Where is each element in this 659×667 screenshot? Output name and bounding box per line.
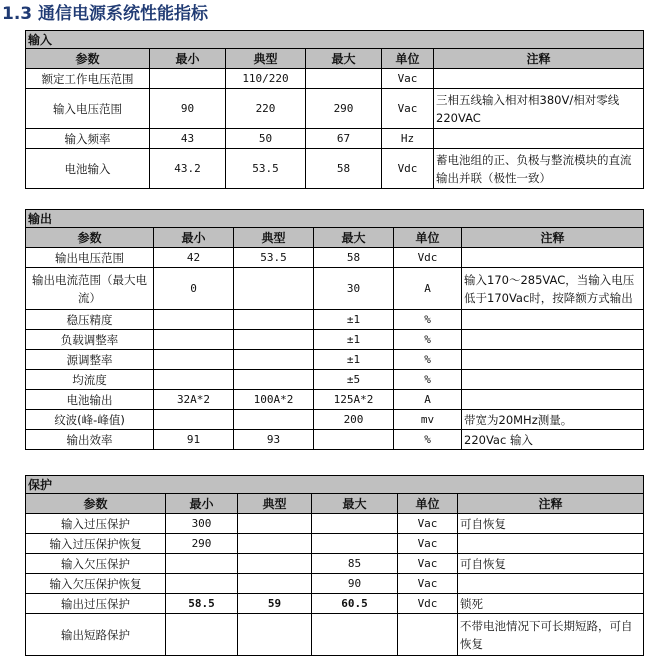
- unit-cell: mv: [394, 410, 462, 430]
- header-min: 最小: [150, 49, 226, 69]
- unit-cell: Vac: [382, 69, 434, 89]
- section-title-input: 输入: [26, 31, 644, 49]
- typ-cell: [238, 514, 312, 534]
- unit-cell: %: [394, 330, 462, 350]
- unit-cell: Vdc: [382, 149, 434, 189]
- note-cell: 蓄电池组的正、负极与整流模块的直流输出并联（极性一致）: [434, 149, 644, 189]
- typ-cell: [234, 370, 314, 390]
- max-cell: [312, 614, 398, 656]
- input-spec-table: [25, 30, 644, 189]
- header-max: 最大: [314, 228, 394, 248]
- table-row: [26, 330, 644, 350]
- header-typ: 典型: [234, 228, 314, 248]
- note-cell: [462, 370, 644, 390]
- table-row: [26, 594, 644, 614]
- max-cell: 30: [314, 268, 394, 310]
- header-typ: 典型: [226, 49, 306, 69]
- max-cell: ±1: [314, 310, 394, 330]
- note-cell: [434, 69, 644, 89]
- min-cell: 43: [150, 129, 226, 149]
- header-unit: 单位: [394, 228, 462, 248]
- header-param: 参数: [26, 49, 150, 69]
- table-row: [26, 430, 644, 450]
- section-title-protection: 保护: [26, 476, 644, 494]
- table-row: [26, 514, 644, 534]
- header-unit: 单位: [398, 494, 458, 514]
- table-header-row: [26, 228, 644, 248]
- table-row: [26, 410, 644, 430]
- note-cell: 锁死: [458, 594, 644, 614]
- min-cell: 91: [154, 430, 234, 450]
- header-typ: 典型: [238, 494, 312, 514]
- param-cell: 稳压精度: [26, 310, 154, 330]
- max-cell: 125A*2: [314, 390, 394, 410]
- unit-cell: A: [394, 390, 462, 410]
- table-row: [26, 129, 644, 149]
- typ-cell: [234, 310, 314, 330]
- table-row: [26, 574, 644, 594]
- max-cell: 290: [306, 89, 382, 129]
- min-cell: [154, 350, 234, 370]
- typ-cell: 93: [234, 430, 314, 450]
- param-cell: 输出电流范围（最大电流）: [26, 268, 154, 310]
- table-header-row: [26, 49, 644, 69]
- param-cell: 输入过压保护恢复: [26, 534, 166, 554]
- param-cell: 输出电压范围: [26, 248, 154, 268]
- typ-cell: [238, 554, 312, 574]
- header-max: 最大: [312, 494, 398, 514]
- typ-cell: [238, 574, 312, 594]
- min-cell: 42: [154, 248, 234, 268]
- unit-cell: %: [394, 350, 462, 370]
- note-cell: 输入170～285VAC，当输入电压低于170Vac时，按降额方式输出: [462, 268, 644, 310]
- header-param: 参数: [26, 228, 154, 248]
- min-cell: 32A*2: [154, 390, 234, 410]
- header-max: 最大: [306, 49, 382, 69]
- header-note: 注释: [462, 228, 644, 248]
- unit-cell: %: [394, 430, 462, 450]
- min-cell: [154, 330, 234, 350]
- max-cell: ±1: [314, 350, 394, 370]
- param-cell: 输入欠压保护恢复: [26, 574, 166, 594]
- unit-cell: Vac: [382, 89, 434, 129]
- note-cell: 可自恢复: [458, 514, 644, 534]
- output-spec-table: [25, 209, 644, 450]
- param-cell: 输出效率: [26, 430, 154, 450]
- section-title-output: 输出: [26, 210, 644, 228]
- unit-cell: Vac: [398, 514, 458, 534]
- unit-cell: Hz: [382, 129, 434, 149]
- note-cell: [462, 248, 644, 268]
- note-cell: [462, 310, 644, 330]
- max-cell: [312, 534, 398, 554]
- note-cell: [462, 330, 644, 350]
- table-row: [26, 149, 644, 189]
- header-note: 注释: [434, 49, 644, 69]
- header-min: 最小: [154, 228, 234, 248]
- unit-cell: Vac: [398, 574, 458, 594]
- table-row: [26, 268, 644, 310]
- unit-cell: Vac: [398, 534, 458, 554]
- unit-cell: %: [394, 370, 462, 390]
- min-cell: [154, 410, 234, 430]
- unit-cell: A: [394, 268, 462, 310]
- table-row: [26, 350, 644, 370]
- max-cell: [306, 69, 382, 89]
- param-cell: 电池输出: [26, 390, 154, 410]
- param-cell: 源调整率: [26, 350, 154, 370]
- max-cell: 58: [306, 149, 382, 189]
- note-cell: 可自恢复: [458, 554, 644, 574]
- typ-cell: [234, 350, 314, 370]
- table-row: [26, 534, 644, 554]
- param-cell: 输出短路保护: [26, 614, 166, 656]
- min-cell: [154, 370, 234, 390]
- max-cell: [314, 430, 394, 450]
- param-cell: 输入频率: [26, 129, 150, 149]
- min-cell: 0: [154, 268, 234, 310]
- param-cell: 负载调整率: [26, 330, 154, 350]
- typ-cell: [234, 330, 314, 350]
- table-row: [26, 614, 644, 656]
- unit-cell: [398, 614, 458, 656]
- typ-cell: [234, 410, 314, 430]
- table-row: [26, 554, 644, 574]
- min-cell: 290: [166, 534, 238, 554]
- min-cell: [166, 554, 238, 574]
- table-row: [26, 390, 644, 410]
- header-param: 参数: [26, 494, 166, 514]
- header-min: 最小: [166, 494, 238, 514]
- typ-cell: 53.5: [234, 248, 314, 268]
- max-cell: 90: [312, 574, 398, 594]
- max-cell: 85: [312, 554, 398, 574]
- note-cell: [458, 534, 644, 554]
- param-cell: 纹波(峰-峰值): [26, 410, 154, 430]
- typ-cell: [238, 614, 312, 656]
- param-cell: 输入过压保护: [26, 514, 166, 534]
- typ-cell: 50: [226, 129, 306, 149]
- page-title: 1.3 通信电源系统性能指标: [2, 4, 209, 24]
- header-note: 注释: [458, 494, 644, 514]
- min-cell: 300: [166, 514, 238, 534]
- table-row: [26, 248, 644, 268]
- max-cell: 58: [314, 248, 394, 268]
- note-cell: [458, 574, 644, 594]
- typ-cell: 220: [226, 89, 306, 129]
- typ-cell: [238, 534, 312, 554]
- typ-cell: 59: [238, 594, 312, 614]
- header-unit: 单位: [382, 49, 434, 69]
- note-cell: 220Vac 输入: [462, 430, 644, 450]
- min-cell: 90: [150, 89, 226, 129]
- max-cell: 60.5: [312, 594, 398, 614]
- note-cell: [462, 350, 644, 370]
- max-cell: ±1: [314, 330, 394, 350]
- table-row: [26, 69, 644, 89]
- table-row: [26, 370, 644, 390]
- param-cell: 输入电压范围: [26, 89, 150, 129]
- max-cell: [312, 514, 398, 534]
- typ-cell: [234, 268, 314, 310]
- param-cell: 电池输入: [26, 149, 150, 189]
- param-cell: 输出过压保护: [26, 594, 166, 614]
- unit-cell: Vac: [398, 554, 458, 574]
- min-cell: [150, 69, 226, 89]
- min-cell: 58.5: [166, 594, 238, 614]
- note-cell: 带宽为20MHz测量。: [462, 410, 644, 430]
- typ-cell: 110/220: [226, 69, 306, 89]
- min-cell: [166, 574, 238, 594]
- table-row: [26, 89, 644, 129]
- unit-cell: Vdc: [394, 248, 462, 268]
- unit-cell: Vdc: [398, 594, 458, 614]
- max-cell: 67: [306, 129, 382, 149]
- param-cell: 输入欠压保护: [26, 554, 166, 574]
- table-row: [26, 310, 644, 330]
- unit-cell: %: [394, 310, 462, 330]
- note-cell: [462, 390, 644, 410]
- param-cell: 均流度: [26, 370, 154, 390]
- param-cell: 额定工作电压范围: [26, 69, 150, 89]
- note-cell: 不带电池情况下可长期短路，可自恢复: [458, 614, 644, 656]
- max-cell: 200: [314, 410, 394, 430]
- note-cell: 三相五线输入相对相380V/相对零线220VAC: [434, 89, 644, 129]
- protection-spec-table: [25, 475, 644, 656]
- typ-cell: 100A*2: [234, 390, 314, 410]
- max-cell: ±5: [314, 370, 394, 390]
- min-cell: [154, 310, 234, 330]
- typ-cell: 53.5: [226, 149, 306, 189]
- table-header-row: [26, 494, 644, 514]
- min-cell: 43.2: [150, 149, 226, 189]
- note-cell: [434, 129, 644, 149]
- min-cell: [166, 614, 238, 656]
